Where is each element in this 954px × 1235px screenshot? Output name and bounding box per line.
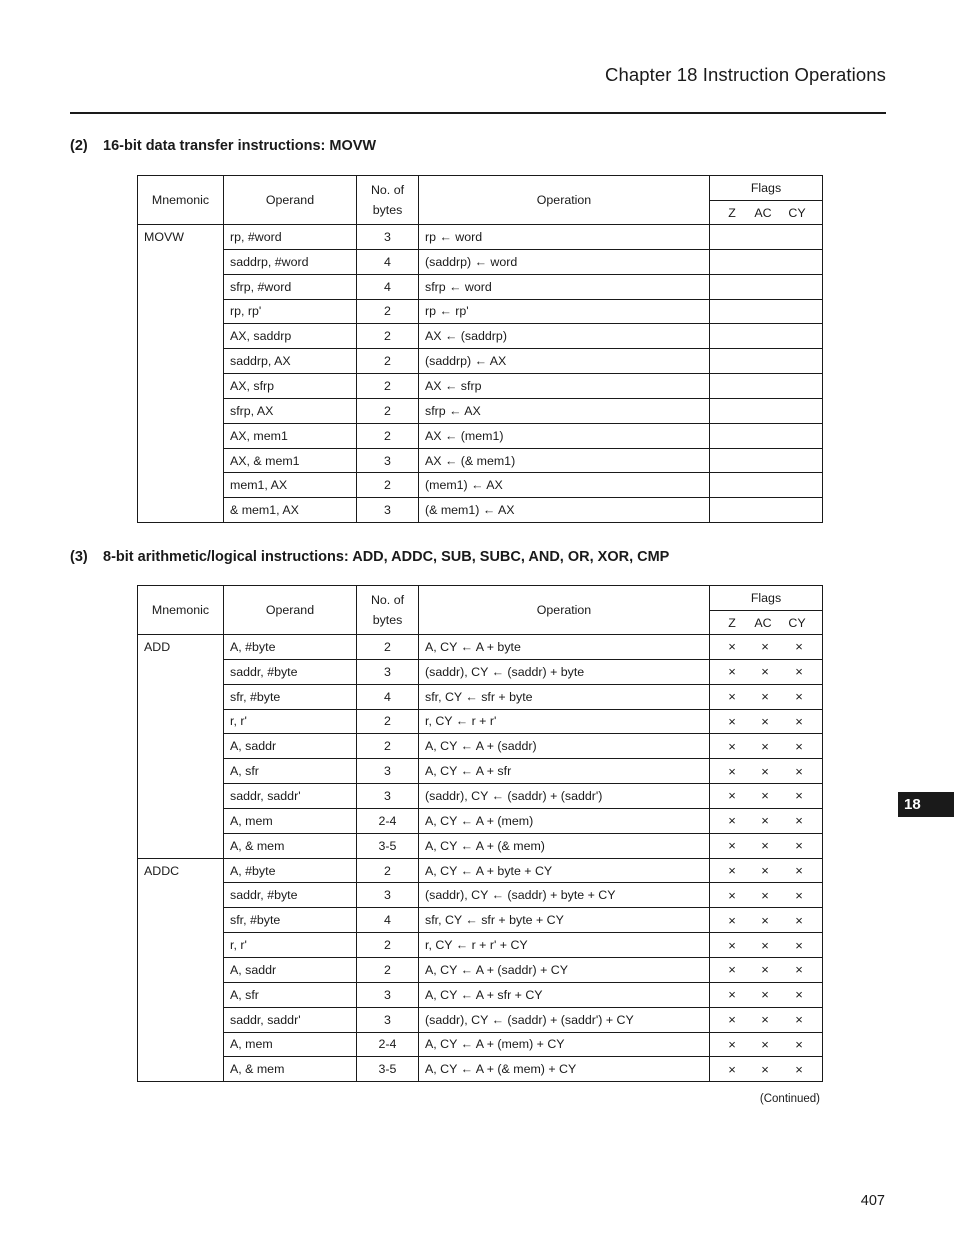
table-row bbox=[138, 299, 823, 324]
col-header-flags: Flags bbox=[710, 176, 823, 201]
operation-cell: (saddr), CY ← (saddr) + byte bbox=[419, 659, 710, 684]
bytes-cell: 3 bbox=[357, 883, 419, 908]
table-row bbox=[138, 833, 823, 858]
chapter-title: Chapter 18 Instruction Operations bbox=[605, 64, 886, 85]
table-row bbox=[138, 473, 823, 498]
col-header-mnemonic: Mnemonic bbox=[138, 176, 224, 225]
flags-cell bbox=[710, 933, 823, 958]
flag-cy-value: × bbox=[795, 1061, 803, 1077]
flags-cell bbox=[710, 1032, 823, 1057]
bytes-cell: 3 bbox=[357, 498, 419, 523]
flag-z-value: × bbox=[728, 838, 736, 854]
flag-ac-value: × bbox=[761, 1012, 769, 1028]
table-row bbox=[138, 349, 823, 374]
flag-cy-value: × bbox=[795, 689, 803, 705]
flag-cy-value: × bbox=[795, 1012, 803, 1028]
table-row bbox=[138, 734, 823, 759]
flag-ac-value: × bbox=[761, 664, 769, 680]
operation-cell: (saddrp) ← AX bbox=[419, 349, 710, 374]
flag-ac-value: × bbox=[761, 937, 769, 953]
col-header-flag-names bbox=[710, 611, 823, 635]
table-row bbox=[138, 274, 823, 299]
table-row bbox=[138, 1007, 823, 1032]
table-row bbox=[138, 784, 823, 809]
flags-cell bbox=[710, 659, 823, 684]
table-row bbox=[138, 324, 823, 349]
movw-instruction-table bbox=[137, 175, 823, 523]
table-row bbox=[138, 933, 823, 958]
bytes-cell: 3 bbox=[357, 448, 419, 473]
section-title: 16-bit data transfer instructions: MOVW bbox=[103, 138, 377, 154]
flags-cell bbox=[710, 808, 823, 833]
operand-cell: A, sfr bbox=[224, 982, 357, 1007]
operation-cell: AX ← (& mem1) bbox=[419, 448, 710, 473]
table-row bbox=[138, 883, 823, 908]
flag-cy-label: CY bbox=[788, 615, 806, 630]
bytes-cell: 3-5 bbox=[357, 1057, 419, 1082]
continued-note: (Continued) bbox=[759, 1093, 820, 1105]
flag-z-value: × bbox=[728, 912, 736, 928]
section-heading-arith bbox=[70, 549, 669, 565]
section-title: 8-bit arithmetic/logical instructions: ADD, ADDC, SUB, SUBC, AND, OR, XOR, CMP bbox=[103, 549, 670, 565]
flags-cell bbox=[710, 709, 823, 734]
operation-cell: (saddr), CY ← (saddr) + byte + CY bbox=[419, 883, 710, 908]
flags-cell bbox=[710, 374, 823, 399]
flags-cell bbox=[710, 249, 823, 274]
bytes-cell: 3 bbox=[357, 784, 419, 809]
operation-cell: A, CY ← A + (mem) bbox=[419, 808, 710, 833]
table-row bbox=[138, 659, 823, 684]
operation-cell: A, CY ← A + (mem) + CY bbox=[419, 1032, 710, 1057]
flags-cell bbox=[710, 982, 823, 1007]
table-row bbox=[138, 709, 823, 734]
operation-cell: A, CY ← A + byte + CY bbox=[419, 858, 710, 883]
arith-instruction-table bbox=[137, 585, 823, 1082]
operation-cell: (saddr), CY ← (saddr) + (saddr') bbox=[419, 784, 710, 809]
col-header-bytes-line2: bytes bbox=[372, 203, 403, 217]
flag-cy-value: × bbox=[795, 738, 803, 754]
col-header-bytes-line1: No. of bbox=[370, 593, 405, 607]
col-header-bytes-line1: No. of bbox=[370, 183, 405, 197]
bytes-cell: 2-4 bbox=[357, 808, 419, 833]
operand-cell: A, & mem bbox=[224, 1057, 357, 1082]
flags-cell bbox=[710, 883, 823, 908]
flag-cy-value: × bbox=[795, 788, 803, 804]
flag-ac-value: × bbox=[761, 639, 769, 655]
flag-ac-value: × bbox=[761, 863, 769, 879]
operand-cell: A, saddr bbox=[224, 957, 357, 982]
flags-cell bbox=[710, 225, 823, 250]
flag-cy-value: × bbox=[795, 887, 803, 903]
bytes-cell: 3 bbox=[357, 1007, 419, 1032]
flags-cell bbox=[710, 423, 823, 448]
bytes-cell: 4 bbox=[357, 908, 419, 933]
operand-cell: AX, & mem1 bbox=[224, 448, 357, 473]
operand-cell: saddrp, AX bbox=[224, 349, 357, 374]
flags-cell bbox=[710, 734, 823, 759]
operand-cell: sfr, #byte bbox=[224, 684, 357, 709]
operand-cell: A, & mem bbox=[224, 833, 357, 858]
bytes-cell: 4 bbox=[357, 684, 419, 709]
flags-cell bbox=[710, 398, 823, 423]
operation-cell: A, CY ← A + byte bbox=[419, 635, 710, 660]
bytes-cell: 2 bbox=[357, 734, 419, 759]
flag-ac-value: × bbox=[761, 763, 769, 779]
mnemonic-cell: ADD bbox=[138, 635, 224, 859]
flag-ac-value: × bbox=[761, 689, 769, 705]
flag-z-value: × bbox=[728, 863, 736, 879]
flags-cell bbox=[710, 957, 823, 982]
bytes-cell: 2 bbox=[357, 423, 419, 448]
operation-cell: A, CY ← A + (saddr) bbox=[419, 734, 710, 759]
operand-cell: A, mem bbox=[224, 808, 357, 833]
header-rule bbox=[70, 112, 886, 114]
flag-z-value: × bbox=[728, 1061, 736, 1077]
table-row bbox=[138, 858, 823, 883]
flag-z-label: Z bbox=[728, 205, 736, 220]
flag-z-value: × bbox=[728, 788, 736, 804]
flag-z-value: × bbox=[728, 689, 736, 705]
flag-ac-value: × bbox=[761, 912, 769, 928]
section-number: (2) bbox=[70, 138, 88, 154]
operand-cell: & mem1, AX bbox=[224, 498, 357, 523]
flags-cell bbox=[710, 1007, 823, 1032]
table-row bbox=[138, 759, 823, 784]
bytes-cell: 2 bbox=[357, 709, 419, 734]
operand-cell: sfrp, AX bbox=[224, 398, 357, 423]
operation-cell: A, CY ← A + sfr + CY bbox=[419, 982, 710, 1007]
table-row bbox=[138, 398, 823, 423]
operation-cell: A, CY ← A + (& mem) bbox=[419, 833, 710, 858]
flag-cy-value: × bbox=[795, 763, 803, 779]
operation-cell: AX ← (saddrp) bbox=[419, 324, 710, 349]
flag-cy-value: × bbox=[795, 987, 803, 1003]
operation-cell: AX ← (mem1) bbox=[419, 423, 710, 448]
table-row bbox=[138, 982, 823, 1007]
bytes-cell: 3 bbox=[357, 225, 419, 250]
operand-cell: AX, mem1 bbox=[224, 423, 357, 448]
operand-cell: saddr, #byte bbox=[224, 883, 357, 908]
operand-cell: rp, rp' bbox=[224, 299, 357, 324]
flag-ac-value: × bbox=[761, 713, 769, 729]
bytes-cell: 2 bbox=[357, 635, 419, 660]
mnemonic-cell: MOVW bbox=[138, 225, 224, 523]
operand-cell: A, mem bbox=[224, 1032, 357, 1057]
flag-z-value: × bbox=[728, 713, 736, 729]
flags-cell bbox=[710, 833, 823, 858]
flag-ac-value: × bbox=[761, 1061, 769, 1077]
operation-cell: A, CY ← A + (saddr) + CY bbox=[419, 957, 710, 982]
operation-cell: rp ← rp' bbox=[419, 299, 710, 324]
flag-cy-value: × bbox=[795, 639, 803, 655]
flag-cy-value: × bbox=[795, 912, 803, 928]
bytes-cell: 2 bbox=[357, 858, 419, 883]
operand-cell: r, r' bbox=[224, 933, 357, 958]
col-header-operand: Operand bbox=[224, 176, 357, 225]
flags-cell bbox=[710, 448, 823, 473]
page-number: 407 bbox=[860, 1193, 885, 1209]
flag-ac-value: × bbox=[761, 1036, 769, 1052]
operation-cell: A, CY ← A + sfr bbox=[419, 759, 710, 784]
bytes-cell: 3 bbox=[357, 659, 419, 684]
bytes-cell: 3 bbox=[357, 982, 419, 1007]
flags-cell bbox=[710, 858, 823, 883]
flag-ac-value: × bbox=[761, 813, 769, 829]
col-header-bytes bbox=[357, 176, 419, 225]
operand-cell: saddr, #byte bbox=[224, 659, 357, 684]
operand-cell: sfrp, #word bbox=[224, 274, 357, 299]
flag-z-value: × bbox=[728, 639, 736, 655]
operation-cell: AX ← sfrp bbox=[419, 374, 710, 399]
flag-cy-value: × bbox=[795, 664, 803, 680]
operand-cell: mem1, AX bbox=[224, 473, 357, 498]
operation-cell: r, CY ← r + r' + CY bbox=[419, 933, 710, 958]
flag-cy-value: × bbox=[795, 863, 803, 879]
operand-cell: A, sfr bbox=[224, 759, 357, 784]
bytes-cell: 2 bbox=[357, 299, 419, 324]
table-row bbox=[138, 635, 823, 660]
operation-cell: (& mem1) ← AX bbox=[419, 498, 710, 523]
flags-cell bbox=[710, 274, 823, 299]
table-row bbox=[138, 225, 823, 250]
operation-cell: (mem1) ← AX bbox=[419, 473, 710, 498]
table-row bbox=[138, 684, 823, 709]
flags-cell bbox=[710, 473, 823, 498]
bytes-cell: 2-4 bbox=[357, 1032, 419, 1057]
bytes-cell: 2 bbox=[357, 324, 419, 349]
flag-cy-value: × bbox=[795, 937, 803, 953]
flag-ac-value: × bbox=[761, 738, 769, 754]
flags-cell bbox=[710, 684, 823, 709]
mnemonic-cell: ADDC bbox=[138, 858, 224, 1082]
operation-cell: rp ← word bbox=[419, 225, 710, 250]
operation-cell: (saddrp) ← word bbox=[419, 249, 710, 274]
bytes-cell: 2 bbox=[357, 473, 419, 498]
operand-cell: rp, #word bbox=[224, 225, 357, 250]
flag-z-value: × bbox=[728, 937, 736, 953]
flag-cy-value: × bbox=[795, 838, 803, 854]
bytes-cell: 2 bbox=[357, 349, 419, 374]
flags-cell bbox=[710, 324, 823, 349]
operation-cell: sfr, CY ← sfr + byte bbox=[419, 684, 710, 709]
flag-z-value: × bbox=[728, 887, 736, 903]
flag-ac-label: AC bbox=[754, 205, 772, 220]
operand-cell: r, r' bbox=[224, 709, 357, 734]
col-header-flag-names bbox=[710, 201, 823, 225]
operand-cell: A, #byte bbox=[224, 635, 357, 660]
operand-cell: A, saddr bbox=[224, 734, 357, 759]
table-row bbox=[138, 249, 823, 274]
col-header-operation: Operation bbox=[419, 586, 710, 635]
operand-cell: saddr, saddr' bbox=[224, 784, 357, 809]
bytes-cell: 3-5 bbox=[357, 833, 419, 858]
flag-ac-label: AC bbox=[754, 615, 772, 630]
flags-cell bbox=[710, 759, 823, 784]
flag-cy-label: CY bbox=[788, 205, 806, 220]
table-row bbox=[138, 1032, 823, 1057]
table-row bbox=[138, 374, 823, 399]
table-row bbox=[138, 957, 823, 982]
operation-cell: r, CY ← r + r' bbox=[419, 709, 710, 734]
flag-z-value: × bbox=[728, 1012, 736, 1028]
operand-cell: AX, sfrp bbox=[224, 374, 357, 399]
table-row bbox=[138, 808, 823, 833]
col-header-operation: Operation bbox=[419, 176, 710, 225]
operand-cell: sfr, #byte bbox=[224, 908, 357, 933]
operand-cell: saddr, saddr' bbox=[224, 1007, 357, 1032]
flag-ac-value: × bbox=[761, 838, 769, 854]
flag-ac-value: × bbox=[761, 887, 769, 903]
flag-z-value: × bbox=[728, 962, 736, 978]
bytes-cell: 2 bbox=[357, 933, 419, 958]
operation-cell: sfrp ← AX bbox=[419, 398, 710, 423]
chapter-side-tab: 18 bbox=[898, 792, 954, 817]
flag-ac-value: × bbox=[761, 962, 769, 978]
flag-z-value: × bbox=[728, 664, 736, 680]
table-row bbox=[138, 1057, 823, 1082]
operand-cell: A, #byte bbox=[224, 858, 357, 883]
flags-cell bbox=[710, 299, 823, 324]
flag-cy-value: × bbox=[795, 962, 803, 978]
col-header-mnemonic: Mnemonic bbox=[138, 586, 224, 635]
flag-cy-value: × bbox=[795, 713, 803, 729]
col-header-flags: Flags bbox=[710, 586, 823, 611]
flags-cell bbox=[710, 1057, 823, 1082]
bytes-cell: 2 bbox=[357, 957, 419, 982]
operand-cell: saddrp, #word bbox=[224, 249, 357, 274]
flag-z-value: × bbox=[728, 987, 736, 1003]
section-number: (3) bbox=[70, 549, 88, 565]
flag-ac-value: × bbox=[761, 788, 769, 804]
operation-cell: sfrp ← word bbox=[419, 274, 710, 299]
flag-z-value: × bbox=[728, 738, 736, 754]
flag-z-value: × bbox=[728, 1036, 736, 1052]
operation-cell: sfr, CY ← sfr + byte + CY bbox=[419, 908, 710, 933]
bytes-cell: 2 bbox=[357, 398, 419, 423]
col-header-bytes bbox=[357, 586, 419, 635]
flag-z-value: × bbox=[728, 813, 736, 829]
flags-cell bbox=[710, 784, 823, 809]
flags-cell bbox=[710, 349, 823, 374]
flag-z-label: Z bbox=[728, 615, 736, 630]
flag-cy-value: × bbox=[795, 1036, 803, 1052]
bytes-cell: 4 bbox=[357, 274, 419, 299]
flag-z-value: × bbox=[728, 763, 736, 779]
table-row bbox=[138, 908, 823, 933]
operand-cell: AX, saddrp bbox=[224, 324, 357, 349]
table-row bbox=[138, 448, 823, 473]
flags-cell bbox=[710, 635, 823, 660]
operation-cell: A, CY ← A + (& mem) + CY bbox=[419, 1057, 710, 1082]
table-row bbox=[138, 423, 823, 448]
flag-cy-value: × bbox=[795, 813, 803, 829]
col-header-operand: Operand bbox=[224, 586, 357, 635]
section-heading-movw bbox=[70, 138, 376, 154]
bytes-cell: 2 bbox=[357, 374, 419, 399]
flags-cell bbox=[710, 908, 823, 933]
bytes-cell: 4 bbox=[357, 249, 419, 274]
col-header-bytes-line2: bytes bbox=[372, 613, 403, 627]
flag-ac-value: × bbox=[761, 987, 769, 1003]
table-row bbox=[138, 498, 823, 523]
bytes-cell: 3 bbox=[357, 759, 419, 784]
operation-cell: (saddr), CY ← (saddr) + (saddr') + CY bbox=[419, 1007, 710, 1032]
flags-cell bbox=[710, 498, 823, 523]
